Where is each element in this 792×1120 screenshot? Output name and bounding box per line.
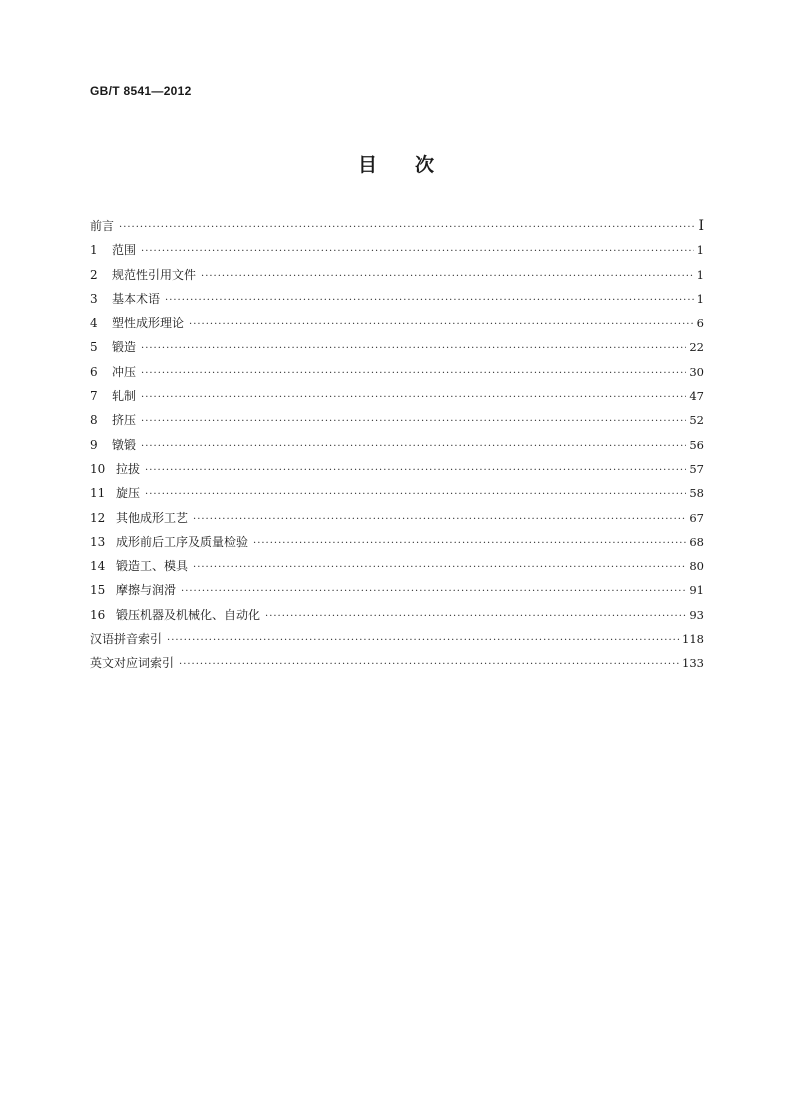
toc-entry-label: 前言 [90,219,115,233]
toc-entry-page: 1 [696,267,704,282]
toc-entry-label: 冲压 [112,364,137,379]
toc-leader-dots [265,605,686,629]
toc-entry[interactable] [90,287,704,311]
toc-entry-label: 锻造 [112,340,137,355]
page-title [0,150,792,177]
toc-entry-page: 52 [689,413,704,428]
toc-leader-dots [145,483,686,507]
toc-entry-page: I [698,218,704,234]
toc-entry[interactable] [90,311,704,335]
toc-entry-number: 5 [90,340,98,355]
toc-entry[interactable] [90,603,704,627]
toc-leader-dots [141,362,686,386]
toc-entry-page: 1 [696,291,704,306]
toc-entry-page: 68 [689,534,704,549]
toc-leader-dots [141,435,686,459]
toc-leader-dots [141,386,686,410]
toc-entry-label: 规范性引用文件 [112,267,197,282]
title-part-1: 目 [357,154,377,176]
table-of-contents [90,214,704,676]
toc-entry-number: 9 [90,437,98,452]
toc-leader-dots [201,265,694,289]
toc-leader-dots [167,629,679,653]
toc-entry-number: 13 [90,534,106,549]
toc-entry[interactable] [90,335,704,359]
toc-entry-label: 其他成形工艺 [116,510,189,525]
toc-entry-number: 4 [90,316,98,331]
toc-leader-dots [145,459,686,483]
toc-leader-dots [193,556,686,580]
toc-entry-number: 11 [90,486,106,501]
toc-entry[interactable] [90,433,704,457]
toc-entry[interactable] [90,408,704,432]
toc-entry-label: 轧制 [112,389,137,404]
toc-entry-label: 锻压机器及机械化、自动化 [116,607,261,622]
toc-entry-english-index[interactable] [90,651,704,675]
toc-entry-page: 58 [689,486,704,501]
toc-entry-label: 成形前后工序及质量检验 [116,534,249,549]
toc-entry-page: 57 [689,461,704,476]
title-part-2: 次 [415,154,435,176]
toc-entry-label: 英文对应词索引 [90,656,175,671]
toc-leader-dots [181,580,686,604]
toc-leader-dots [141,240,694,264]
toc-entry-label: 挤压 [112,413,137,428]
toc-entry-page: 47 [689,389,704,404]
toc-entry-page: 93 [689,607,704,622]
toc-entry-number: 7 [90,389,98,404]
toc-entry[interactable] [90,481,704,505]
toc-entry[interactable] [90,384,704,408]
toc-leader-dots [119,216,695,240]
toc-leader-dots [165,289,694,313]
toc-entry-page: 67 [689,510,704,525]
toc-entry[interactable] [90,238,704,262]
toc-entry-preface[interactable] [90,214,704,238]
toc-entry[interactable] [90,263,704,287]
toc-entry-label: 塑性成形理论 [112,316,185,331]
toc-entry-label: 镦锻 [112,437,137,452]
toc-entry-label: 旋压 [116,486,141,501]
toc-entry-label: 汉语拼音索引 [90,632,163,647]
toc-leader-dots [189,313,694,337]
toc-entry-number: 8 [90,413,98,428]
toc-entry-page: 133 [682,656,704,671]
toc-leader-dots [179,653,679,677]
toc-entry-label: 范围 [112,243,137,258]
toc-entry-label: 锻造工、模具 [116,559,189,574]
toc-entry-page: 30 [689,364,704,379]
toc-entry-number: 2 [90,267,98,282]
toc-entry-label: 摩擦与润滑 [116,583,177,598]
standard-code: GB/T 8541—2012 [90,84,192,98]
toc-entry-page: 6 [696,316,704,331]
toc-entry[interactable] [90,530,704,554]
toc-entry-page: 56 [689,437,704,452]
toc-entry-page: 118 [682,632,704,647]
toc-entry[interactable] [90,457,704,481]
toc-entry-number: 6 [90,364,98,379]
toc-entry-number: 15 [90,583,106,598]
toc-leader-dots [141,337,686,361]
toc-entry-number: 1 [90,243,98,258]
toc-entry-label: 拉拔 [116,461,141,476]
toc-entry-number: 16 [90,607,106,622]
toc-entry-page: 22 [689,340,704,355]
toc-entry-page: 80 [689,559,704,574]
toc-entry-number: 10 [90,461,106,476]
toc-leader-dots [193,508,686,532]
toc-entry-page: 91 [689,583,704,598]
toc-entry[interactable] [90,360,704,384]
toc-entry-label: 基本术语 [112,291,161,306]
toc-entry[interactable] [90,578,704,602]
toc-entry-number: 14 [90,559,106,574]
toc-entry-number: 12 [90,510,106,525]
toc-entry[interactable] [90,554,704,578]
toc-leader-dots [141,410,686,434]
toc-entry[interactable] [90,506,704,530]
toc-entry-pinyin-index[interactable] [90,627,704,651]
toc-leader-dots [253,532,686,556]
toc-entry-page: 1 [696,243,704,258]
toc-entry-number: 3 [90,291,98,306]
